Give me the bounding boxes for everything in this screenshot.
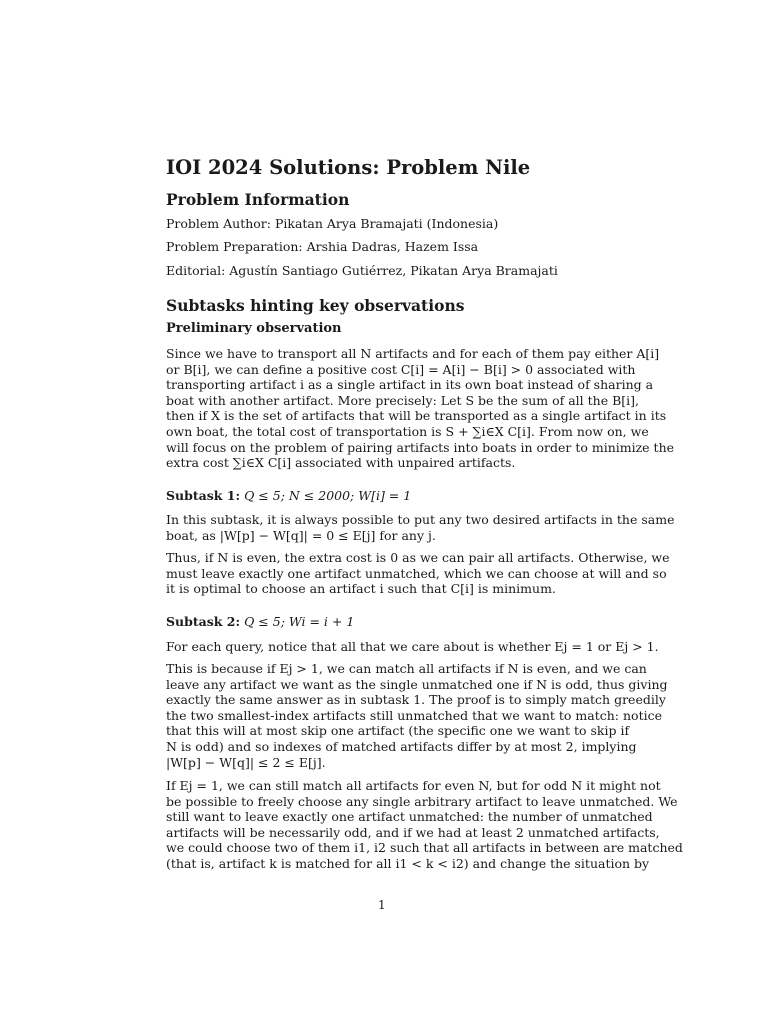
text-line: that this will at most skip one artifact (the specific one we want to skip if: [166, 723, 630, 739]
text-line: If Ej = 1, we can still match all artifacts for even N, but for odd N it might not: [166, 778, 661, 793]
text-line: leave any artifact we want as the single unmatched one if N is odd, thus giving: [166, 676, 668, 692]
subtask1-paragraph-1: [166, 512, 675, 543]
subtask1-label: Subtask 1:: [166, 488, 241, 503]
text-line: (that is, artifact k is matched for all i1 < k < i2) and change the situation by: [166, 855, 650, 871]
subtask1-constraints: Q ≤ 5; N ≤ 2000; W[i] = 1: [244, 488, 412, 503]
subtask2-constraints: Q ≤ 5; Wi = i + 1: [244, 614, 355, 629]
text-line: it is optimal to choose an artifact i such that C[i] is minimum.: [166, 581, 556, 597]
subtask2-heading: [166, 614, 354, 629]
problem-info-heading: Problem Information: [166, 190, 350, 209]
text-line: In this subtask, it is always possible to put any two desired artifacts in the same: [166, 512, 675, 527]
subtask2-paragraph-2: [166, 661, 668, 770]
subtask2-paragraph-3: [166, 778, 683, 872]
text-line: be possible to freely choose any single arbitrary artifact to leave unmatched. We: [166, 793, 678, 809]
subtask2-paragraph-1: [166, 639, 659, 655]
preliminary-heading: Preliminary observation: [166, 321, 342, 336]
text-line: exactly the same answer as in subtask 1. The proof is to simply match greedily: [166, 692, 666, 708]
text-line: transporting artifact i as a single artifact in its own boat instead of sharing a: [166, 377, 654, 393]
editorial-credit: Editorial: Agustín Santiago Gutiérrez, Pikatan Arya Bramajati: [166, 263, 558, 278]
text-line: then if X is the set of artifacts that will be transported as a single artifact in its: [166, 408, 667, 424]
text-line: must leave exactly one artifact unmatched, which we can choose at will and so: [166, 565, 667, 581]
text-line: For each query, notice that all that we care about is whether Ej = 1 or Ej > 1.: [166, 639, 659, 654]
text-line: |W[p] − W[q]| ≤ 2 ≤ E[j].: [166, 754, 326, 770]
text-line: own boat, the total cost of transportation is S + ∑i∈X C[i]. From now on, we: [166, 423, 649, 439]
problem-preparation: Problem Preparation: Arshia Dadras, Hazem Issa: [166, 239, 479, 254]
text-line: will focus on the problem of pairing artifacts into boats in order to minimize the: [166, 439, 675, 455]
text-line: Thus, if N is even, the extra cost is 0 as we can pair all artifacts. Otherwise, we: [166, 550, 670, 565]
preliminary-paragraph: [166, 346, 675, 471]
text-line: Since we have to transport all N artifacts and for each of them pay either A[i]: [166, 346, 660, 361]
subtask1-paragraph-2: [166, 550, 670, 597]
text-line: artifacts will be necessarily odd, and if we had at least 2 unmatched artifacts,: [166, 824, 660, 840]
text-line: boat, as |W[p] − W[q]| = 0 ≤ E[j] for any j.: [166, 527, 436, 543]
text-line: boat with another artifact. More precisely: Let S be the sum of all the B[i],: [166, 392, 640, 408]
text-line: we could choose two of them i1, i2 such that all artifacts in between are matched: [166, 840, 683, 856]
text-line: This is because if Ej > 1, we can match all artifacts if N is even, and we can: [166, 661, 647, 676]
document-title: IOI 2024 Solutions: Problem Nile: [166, 156, 531, 179]
text-line: or B[i], we can define a positive cost C[i] = A[i] − B[i] > 0 associated with: [166, 361, 636, 377]
subtasks-heading: Subtasks hinting key observations: [166, 296, 465, 315]
text-line: N is odd) and so indexes of matched artifacts differ by at most 2, implying: [166, 738, 637, 754]
text-line: the two smallest-index artifacts still unmatched that we want to match: notice: [166, 707, 662, 723]
subtask2-label: Subtask 2:: [166, 614, 241, 629]
text-line: extra cost ∑i∈X C[i] associated with unpaired artifacts.: [166, 455, 516, 471]
text-line: still want to leave exactly one artifact unmatched: the number of unmatched: [166, 809, 653, 825]
problem-author: Problem Author: Pikatan Arya Bramajati (Indonesia): [166, 216, 499, 231]
page-number: 1: [378, 898, 386, 912]
subtask1-heading: [166, 488, 411, 503]
